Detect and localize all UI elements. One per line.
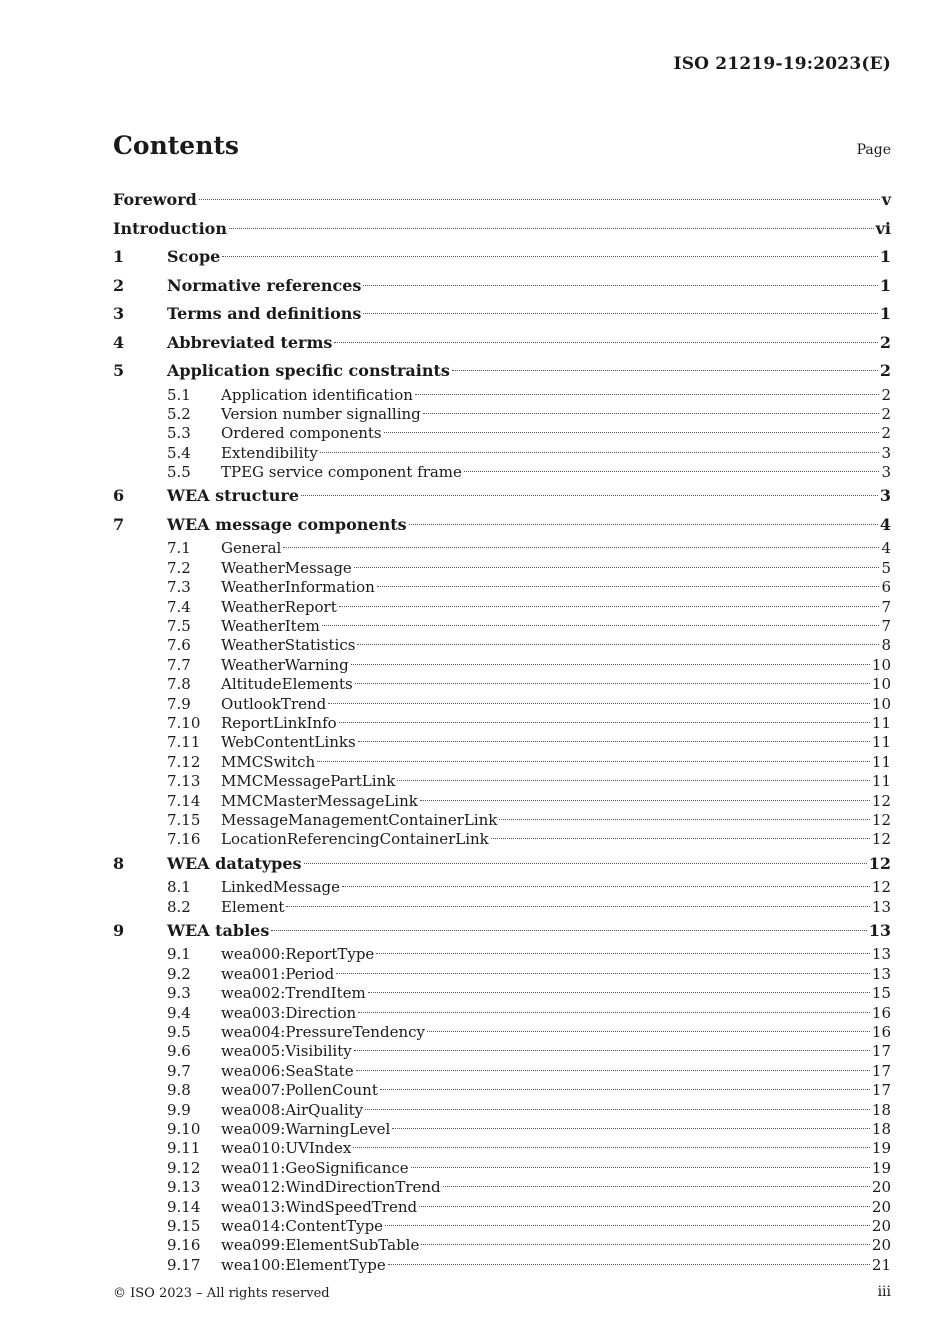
toc-leader-dots bbox=[354, 567, 880, 568]
toc-entry-number: 9.2 bbox=[167, 964, 191, 983]
toc-entry-number: 9 bbox=[113, 920, 125, 940]
toc-leader-dots bbox=[222, 256, 878, 257]
toc-leader-dots bbox=[355, 683, 870, 684]
toc-entry[interactable] bbox=[113, 675, 891, 694]
toc-entry-title: Version number signalling bbox=[221, 404, 421, 423]
toc-leader-dots bbox=[339, 606, 880, 607]
toc-entry-page: 12 bbox=[868, 853, 891, 873]
toc-entry-number: 7.5 bbox=[167, 617, 191, 636]
toc-leader-dots bbox=[336, 973, 870, 974]
toc-leader-dots bbox=[443, 1186, 870, 1187]
toc-entry[interactable] bbox=[113, 1236, 891, 1255]
toc-entry-page: 17 bbox=[871, 1061, 891, 1080]
toc-entry-page: 20 bbox=[871, 1197, 891, 1216]
toc-leader-dots bbox=[392, 1128, 870, 1129]
toc-entry-title: OutlookTrend bbox=[221, 694, 327, 713]
toc-entry-page: 20 bbox=[871, 1236, 891, 1255]
toc-entry-number: 8.2 bbox=[167, 897, 191, 916]
toc-leader-dots bbox=[380, 1089, 870, 1090]
toc-entry-page: 19 bbox=[871, 1158, 891, 1177]
toc-entry-number: 9.14 bbox=[167, 1197, 201, 1216]
toc-entry[interactable] bbox=[113, 559, 891, 578]
toc-entry[interactable] bbox=[113, 1042, 891, 1061]
toc-leader-dots bbox=[368, 992, 870, 993]
toc-entry[interactable] bbox=[113, 830, 891, 849]
toc-entry-number: 7.2 bbox=[167, 558, 191, 577]
toc-leader-dots bbox=[365, 1109, 870, 1110]
toc-entry-title: WEA tables bbox=[167, 920, 270, 940]
toc-entry[interactable] bbox=[113, 215, 891, 244]
toc-leader-dots bbox=[229, 228, 874, 229]
toc-leader-dots bbox=[377, 586, 880, 587]
toc-leader-dots bbox=[328, 703, 870, 704]
toc-entry-title: WEA structure bbox=[167, 486, 299, 506]
toc-entry-number: 5.1 bbox=[167, 385, 191, 404]
toc-entry-page: 11 bbox=[871, 752, 891, 771]
toc-entry-title: LocationReferencingContainerLink bbox=[221, 830, 489, 849]
footer-copyright: © ISO 2023 – All rights reserved bbox=[113, 1286, 330, 1301]
toc-entry-page: 19 bbox=[871, 1139, 891, 1158]
toc-entry-page: 11 bbox=[871, 772, 891, 791]
toc-entry-title: General bbox=[221, 539, 282, 558]
toc-entry[interactable] bbox=[113, 850, 891, 879]
toc-entry[interactable] bbox=[113, 272, 891, 301]
toc-entry[interactable] bbox=[113, 1139, 891, 1158]
toc-entry-page: 15 bbox=[871, 984, 891, 1003]
toc-entry-page: 20 bbox=[871, 1216, 891, 1235]
toc-entry[interactable] bbox=[113, 1159, 891, 1178]
toc-entry-number: 7.15 bbox=[167, 810, 201, 829]
toc-entry[interactable] bbox=[113, 714, 891, 733]
toc-entry-page: 6 bbox=[881, 578, 891, 597]
toc-entry-page: 17 bbox=[871, 1081, 891, 1100]
toc-entry-number: 9.11 bbox=[167, 1139, 201, 1158]
toc-entry-number: 9.15 bbox=[167, 1216, 201, 1235]
toc-entry[interactable] bbox=[113, 482, 891, 511]
toc-entry-title: Introduction bbox=[113, 218, 227, 238]
toc-leader-dots bbox=[499, 819, 870, 820]
toc-entry-number: 7.13 bbox=[167, 772, 201, 791]
toc-entry[interactable] bbox=[113, 578, 891, 597]
toc-entry[interactable] bbox=[113, 695, 891, 714]
toc-entry-page: 12 bbox=[871, 810, 891, 829]
toc-leader-dots bbox=[271, 930, 866, 931]
toc-entry[interactable] bbox=[113, 878, 891, 897]
toc-entry[interactable] bbox=[113, 1178, 891, 1197]
toc-entry-page: 16 bbox=[871, 1003, 891, 1022]
toc-entry[interactable] bbox=[113, 405, 891, 424]
toc-entry[interactable] bbox=[113, 811, 891, 830]
toc-entry-number: 7.4 bbox=[167, 597, 191, 616]
page-title: Contents bbox=[113, 131, 240, 160]
toc-entry-number: 5.4 bbox=[167, 443, 191, 462]
toc-entry[interactable] bbox=[113, 1004, 891, 1023]
toc-entry-number: 6 bbox=[113, 486, 125, 506]
toc-entry-number: 7 bbox=[113, 514, 125, 534]
toc-entry-number: 7.14 bbox=[167, 791, 201, 810]
toc-entry-number: 7.11 bbox=[167, 733, 201, 752]
toc-entry-number: 7.6 bbox=[167, 636, 191, 655]
toc-entry[interactable] bbox=[113, 753, 891, 772]
toc-entry-title: Scope bbox=[167, 247, 221, 266]
page-column-label: Page bbox=[856, 142, 891, 158]
toc-entry-number: 9.12 bbox=[167, 1158, 201, 1177]
toc-entry-number: 5.3 bbox=[167, 424, 191, 443]
toc-entry[interactable] bbox=[113, 965, 891, 984]
toc-entry-page: 1 bbox=[879, 247, 891, 266]
toc-entry[interactable] bbox=[113, 733, 891, 752]
toc-entry[interactable] bbox=[113, 511, 891, 540]
toc-leader-dots bbox=[339, 722, 870, 723]
toc-leader-dots bbox=[334, 342, 877, 343]
toc-entry-number: 8 bbox=[113, 853, 125, 873]
toc-leader-dots bbox=[423, 413, 880, 414]
toc-entry-number: 7.8 bbox=[167, 675, 191, 694]
toc-entry-title: LinkedMessage bbox=[221, 878, 341, 897]
toc-entry-page: 21 bbox=[871, 1255, 891, 1274]
toc-entry[interactable] bbox=[113, 656, 891, 675]
toc-entry-title: WeatherWarning bbox=[221, 655, 349, 674]
toc-entry-title: wea010:UVIndex bbox=[221, 1139, 352, 1158]
toc-leader-dots bbox=[356, 1070, 870, 1071]
toc-entry-title: wea001:Period bbox=[221, 964, 335, 983]
toc-leader-dots bbox=[320, 452, 880, 453]
toc-leader-dots bbox=[351, 664, 870, 665]
toc-entry[interactable] bbox=[113, 772, 891, 791]
toc-entry-number: 9.13 bbox=[167, 1178, 201, 1197]
toc-entry-number: 8.1 bbox=[167, 878, 191, 897]
toc-leader-dots bbox=[419, 1206, 870, 1207]
toc-entry-title: wea012:WindDirectionTrend bbox=[221, 1178, 441, 1197]
toc-entry-page: 13 bbox=[871, 964, 891, 983]
toc-entry[interactable] bbox=[113, 984, 891, 1003]
toc-entry-title: WeatherItem bbox=[221, 617, 320, 636]
toc-leader-dots bbox=[411, 1167, 870, 1168]
toc-entry-title: Application specific constraints bbox=[167, 361, 450, 380]
toc-entry[interactable] bbox=[113, 598, 891, 617]
toc-entry-title: WEA message components bbox=[167, 514, 407, 534]
toc-entry-page: 3 bbox=[881, 463, 891, 482]
toc-entry-number: 9.9 bbox=[167, 1100, 191, 1119]
toc-entry[interactable] bbox=[113, 1081, 891, 1100]
toc-leader-dots bbox=[452, 370, 878, 371]
toc-entry-title: wea003:Direction bbox=[221, 1003, 357, 1022]
toc-entry-page: 12 bbox=[871, 830, 891, 849]
toc-leader-dots bbox=[376, 953, 870, 954]
toc-entry[interactable] bbox=[113, 917, 891, 946]
toc-entry-title: wea013:WindSpeedTrend bbox=[221, 1197, 418, 1216]
toc-entry-title: TPEG service component frame bbox=[221, 463, 462, 482]
toc-entry[interactable] bbox=[113, 1198, 891, 1217]
toc-leader-dots bbox=[353, 1147, 870, 1148]
toc-entry-number: 7.3 bbox=[167, 578, 191, 597]
table-of-contents bbox=[113, 186, 891, 1275]
toc-entry-page: 10 bbox=[871, 694, 891, 713]
toc-leader-dots bbox=[322, 625, 880, 626]
toc-leader-dots bbox=[388, 1264, 870, 1265]
toc-entry-title: wea005:Visibility bbox=[221, 1042, 352, 1061]
toc-entry-page: 2 bbox=[881, 424, 891, 443]
toc-entry-title: wea000:ReportType bbox=[221, 945, 375, 964]
toc-entry[interactable] bbox=[113, 243, 891, 272]
toc-entry-title: Application identification bbox=[221, 385, 413, 404]
toc-leader-dots bbox=[358, 1012, 870, 1013]
toc-entry-page: 10 bbox=[871, 655, 891, 674]
toc-entry[interactable] bbox=[113, 898, 891, 917]
toc-entry-page: 2 bbox=[881, 385, 891, 404]
toc-entry-title: WeatherMessage bbox=[221, 558, 352, 577]
toc-entry-page: 4 bbox=[881, 539, 891, 558]
toc-entry-page: 7 bbox=[881, 597, 891, 616]
toc-entry[interactable] bbox=[113, 945, 891, 964]
toc-leader-dots bbox=[301, 495, 878, 496]
footer-page-number: iii bbox=[877, 1284, 891, 1300]
toc-entry-page: 1 bbox=[879, 275, 891, 295]
toc-leader-dots bbox=[415, 394, 880, 395]
toc-entry-page: v bbox=[881, 190, 891, 209]
toc-entry[interactable] bbox=[113, 444, 891, 463]
toc-entry-number: 9.17 bbox=[167, 1255, 201, 1274]
toc-entry-number: 7.12 bbox=[167, 752, 201, 771]
toc-entry-page: 18 bbox=[871, 1120, 891, 1138]
toc-entry-title: wea099:ElementSubTable bbox=[221, 1236, 420, 1255]
toc-leader-dots bbox=[464, 471, 880, 472]
toc-entry-title: MessageManagementContainerLink bbox=[221, 810, 498, 829]
toc-entry-number: 9.10 bbox=[167, 1120, 201, 1138]
toc-entry-number: 9.5 bbox=[167, 1023, 191, 1042]
toc-entry-title: WeatherStatistics bbox=[221, 636, 356, 655]
toc-entry[interactable] bbox=[113, 1217, 891, 1236]
toc-entry-title: wea011:GeoSignificance bbox=[221, 1158, 409, 1177]
document-code: ISO 21219-19:2023(E) bbox=[673, 54, 891, 74]
toc-entry-number: 7.9 bbox=[167, 694, 191, 713]
toc-leader-dots bbox=[304, 863, 867, 864]
toc-entry-number: 2 bbox=[113, 275, 125, 295]
toc-leader-dots bbox=[420, 800, 870, 801]
toc-entry-page: 8 bbox=[881, 636, 891, 655]
toc-entry-page: 13 bbox=[871, 897, 891, 916]
toc-entry-title: Normative references bbox=[167, 275, 362, 295]
toc-entry-page: 11 bbox=[871, 713, 891, 732]
toc-entry-number: 9.7 bbox=[167, 1061, 191, 1080]
toc-entry-title: Ordered components bbox=[221, 424, 382, 443]
toc-leader-dots bbox=[317, 761, 870, 762]
toc-entry[interactable] bbox=[113, 329, 891, 358]
toc-leader-dots bbox=[199, 199, 880, 200]
toc-entry-number: 7.7 bbox=[167, 655, 191, 674]
toc-entry-title: WeatherInformation bbox=[221, 578, 375, 597]
toc-entry-number: 7.1 bbox=[167, 539, 191, 558]
toc-entry-page: 1 bbox=[879, 304, 891, 323]
toc-entry-page: vi bbox=[875, 218, 891, 238]
toc-entry-number: 9.16 bbox=[167, 1236, 201, 1255]
toc-entry-page: 17 bbox=[871, 1042, 891, 1061]
toc-entry-title: wea008:AirQuality bbox=[221, 1100, 364, 1119]
toc-entry-page: 16 bbox=[871, 1023, 891, 1042]
toc-entry[interactable] bbox=[113, 1120, 891, 1139]
toc-entry-title: MMCSwitch bbox=[221, 752, 316, 771]
toc-leader-dots bbox=[409, 524, 878, 525]
toc-entry-number: 3 bbox=[113, 304, 125, 323]
toc-leader-dots bbox=[363, 313, 877, 314]
toc-entry[interactable] bbox=[113, 424, 891, 443]
toc-entry-page: 3 bbox=[879, 486, 891, 506]
toc-leader-dots bbox=[283, 547, 879, 548]
toc-entry[interactable] bbox=[113, 386, 891, 405]
toc-leader-dots bbox=[342, 886, 870, 887]
toc-entry-title: Element bbox=[221, 897, 285, 916]
toc-leader-dots bbox=[427, 1031, 870, 1032]
toc-entry-title: Terms and definitions bbox=[167, 304, 362, 323]
toc-entry[interactable] bbox=[113, 1256, 891, 1275]
toc-entry-page: 12 bbox=[871, 878, 891, 897]
toc-entry-page: 20 bbox=[871, 1178, 891, 1197]
toc-entry-title: AltitudeElements bbox=[221, 675, 353, 694]
toc-entry-page: 2 bbox=[881, 404, 891, 423]
toc-entry[interactable] bbox=[113, 357, 891, 386]
toc-entry-title: wea002:TrendItem bbox=[221, 984, 366, 1003]
toc-entry-number: 4 bbox=[113, 332, 125, 352]
toc-entry[interactable] bbox=[113, 1101, 891, 1120]
toc-entry-title: ReportLinkInfo bbox=[221, 713, 337, 732]
toc-entry[interactable] bbox=[113, 300, 891, 329]
toc-leader-dots bbox=[421, 1244, 870, 1245]
toc-leader-dots bbox=[358, 741, 870, 742]
toc-entry-number: 5.2 bbox=[167, 404, 191, 423]
toc-entry[interactable] bbox=[113, 1023, 891, 1042]
toc-leader-dots bbox=[286, 906, 869, 907]
toc-entry[interactable] bbox=[113, 792, 891, 811]
toc-entry[interactable] bbox=[113, 463, 891, 482]
toc-entry-number: 9.6 bbox=[167, 1042, 191, 1061]
toc-entry-page: 11 bbox=[871, 733, 891, 752]
toc-entry-title: wea009:WarningLevel bbox=[221, 1120, 391, 1138]
toc-entry-number: 9.3 bbox=[167, 984, 191, 1003]
toc-entry-title: Foreword bbox=[113, 190, 197, 209]
toc-entry[interactable] bbox=[113, 186, 891, 215]
toc-entry-page: 18 bbox=[871, 1100, 891, 1119]
toc-entry-page: 3 bbox=[881, 443, 891, 462]
toc-entry-title: MMCMessagePartLink bbox=[221, 772, 396, 791]
toc-entry-title: Extendibility bbox=[221, 443, 318, 462]
toc-entry-title: wea006:SeaState bbox=[221, 1061, 354, 1080]
toc-entry-title: WebContentLinks bbox=[221, 733, 356, 752]
toc-entry-number: 9.8 bbox=[167, 1081, 191, 1100]
toc-entry-page: 2 bbox=[879, 332, 891, 352]
toc-entry-title: MMCMasterMessageLink bbox=[221, 791, 418, 810]
toc-leader-dots bbox=[491, 838, 870, 839]
toc-entry-number: 7.10 bbox=[167, 713, 201, 732]
toc-entry[interactable] bbox=[113, 617, 891, 636]
toc-entry-number: 9.1 bbox=[167, 945, 191, 964]
toc-entry[interactable] bbox=[113, 539, 891, 558]
toc-entry-title: WeatherReport bbox=[221, 597, 337, 616]
toc-leader-dots bbox=[354, 1050, 870, 1051]
toc-leader-dots bbox=[397, 780, 870, 781]
toc-entry[interactable] bbox=[113, 636, 891, 655]
toc-leader-dots bbox=[384, 432, 880, 433]
toc-entry-title: Abbreviated terms bbox=[167, 332, 333, 352]
toc-entry[interactable] bbox=[113, 1062, 891, 1081]
toc-entry-number: 5.5 bbox=[167, 463, 191, 482]
toc-entry-page: 13 bbox=[868, 920, 891, 940]
toc-entry-number: 7.16 bbox=[167, 830, 201, 849]
toc-entry-title: WEA datatypes bbox=[167, 853, 302, 873]
toc-entry-number: 1 bbox=[113, 247, 125, 266]
toc-entry-title: wea007:PollenCount bbox=[221, 1081, 378, 1100]
toc-entry-page: 12 bbox=[871, 791, 891, 810]
toc-entry-title: wea004:PressureTendency bbox=[221, 1023, 425, 1042]
toc-leader-dots bbox=[357, 644, 879, 645]
toc-entry-page: 4 bbox=[879, 514, 891, 534]
toc-entry-title: wea014:ContentType bbox=[221, 1216, 384, 1235]
toc-entry-number: 5 bbox=[113, 361, 125, 380]
toc-entry-title: wea100:ElementType bbox=[221, 1255, 386, 1274]
toc-leader-dots bbox=[363, 285, 877, 286]
toc-entry-page: 2 bbox=[879, 361, 891, 380]
toc-entry-page: 10 bbox=[871, 675, 891, 694]
toc-entry-number: 9.4 bbox=[167, 1003, 191, 1022]
toc-entry-page: 7 bbox=[881, 617, 891, 636]
toc-entry-page: 13 bbox=[871, 945, 891, 964]
toc-entry-page: 5 bbox=[881, 558, 891, 577]
toc-leader-dots bbox=[385, 1225, 870, 1226]
